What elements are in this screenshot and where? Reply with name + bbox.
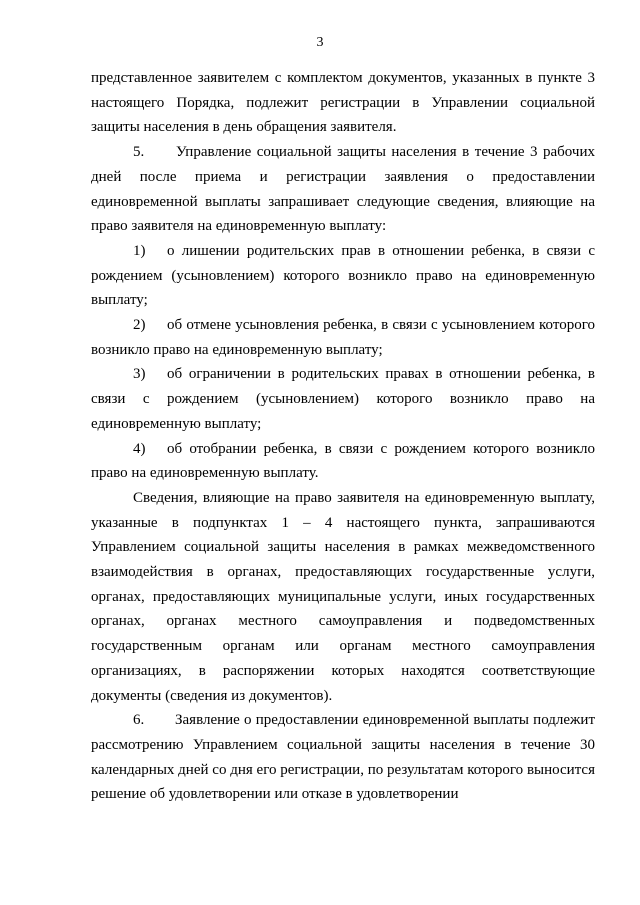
paragraph-text: Сведения, влияющие на право заявителя на единовременную выплату, указанные в подпунктах 1 – 4 настоящего пункта, запрашиваются Управлением социальной защиты населения в рамках межведомственного взаимодействия в органах, предоставляющих государственные услуги, органах, предоставляющих муниципальные услуги, иных государственных органах, органах местного самоуправления и подведомственных государственным органам или органам местного самоуправления организациях, в распоряжении которых находятся соответствующие документы (сведения из документов). bbox=[91, 489, 595, 704]
paragraph-item-6 bbox=[91, 708, 595, 807]
item-number: 2) bbox=[133, 317, 146, 334]
paragraph-text: об ограничении в родительских правах в отношении ребенка, в связи с рождением (усыновлением) которого возникло право на единовременную выплату; bbox=[91, 366, 595, 432]
document-body bbox=[91, 66, 595, 807]
paragraph-info bbox=[91, 486, 595, 708]
paragraph-text: Заявление о предоставлении единовременной выплаты подлежит рассмотрению Управлением социальной защиты населения в течение 30 календарных дней со дня его регистрации, по результатам которого выносится решение об удовлетворении или отказе в удовлетворении bbox=[91, 712, 595, 803]
subitem-2 bbox=[91, 313, 595, 362]
paragraph-text: представленное заявителем с комплектом документов, указанных в пункте 3 настоящего Порядка, подлежит регистрации в Управлении социальной защиты населения в день обращения заявителя. bbox=[91, 70, 595, 136]
subitem-1 bbox=[91, 239, 595, 313]
item-number: 3) bbox=[133, 366, 146, 383]
paragraph-text: об отмене усыновления ребенка, в связи с усыновлением которого возникло право на единовременную выплату; bbox=[91, 317, 595, 358]
item-number: 5. bbox=[133, 144, 145, 161]
paragraph-item-5 bbox=[91, 140, 595, 239]
paragraph-text: о лишении родительских прав в отношении ребенка, в связи с рождением (усыновлением) которого возникло право на единовременную выплату; bbox=[91, 242, 595, 309]
item-number: 6. bbox=[133, 712, 145, 729]
subitem-4 bbox=[91, 437, 595, 486]
paragraph-text: Управление социальной защиты населения в течение 3 рабочих дней после приема и регистрации заявления о предоставлении единовременной выплаты запрашивает следующие сведения, влияющие на право заявителя на единовременную выплату: bbox=[91, 144, 595, 235]
paragraph-continuation bbox=[91, 66, 595, 140]
subitem-3 bbox=[91, 362, 595, 436]
item-number: 1) bbox=[133, 242, 146, 259]
item-number: 4) bbox=[133, 440, 146, 457]
paragraph-text: об отобрании ребенка, в связи с рождением которого возникло право на единовременную выплату. bbox=[91, 440, 595, 482]
page-number: 3 bbox=[316, 35, 324, 50]
